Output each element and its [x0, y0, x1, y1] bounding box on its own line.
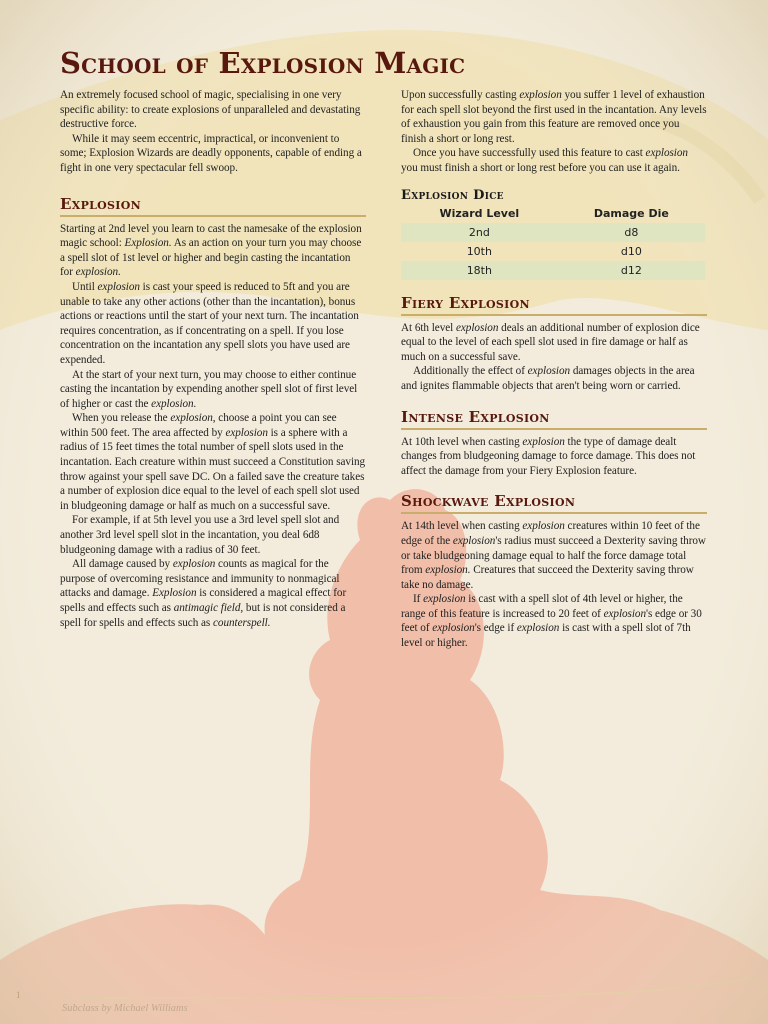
explosion-paragraph-5: For example, if at 5th level you use a 3rd level spell slot and another 3rd level spell slot in the incantation, you deal 6d8 bludgeoning damage with a radius of 30 feet.	[60, 514, 340, 556]
explosion-dice-title: Explosion Dice	[401, 187, 504, 203]
fiery-paragraph-1: At 6th level explosion deals an additional number of explosion dice equal to the level of each spell slot used in fire damage or half as much on a successful save.	[401, 321, 700, 363]
footer-credit: Subclass by Michael Williams	[62, 1003, 188, 1014]
table-header-row	[401, 205, 705, 223]
intense-paragraph: At 10th level when casting explosion the type of damage dealt changes from bludgeoning damage to force damage. This does not affect the damage from your Fiery Explosion feature.	[401, 435, 696, 477]
page-number: 1	[16, 990, 21, 1000]
table-cell: d12	[558, 261, 705, 280]
left-column	[60, 88, 366, 630]
fiery-paragraph-2: Additionally the effect of explosion damages objects in the area and ignites flammable objects that aren't being worn or carried.	[401, 365, 695, 392]
explosion-paragraph-6: All damage caused by explosion counts as magical for the purpose of overcoming resistance and immunity to nonmagical attacks and damage. Explosion is considered a magical effect for spells and effects such as antimagic field, but is not considered a spell for spells and effects such as counterspell.	[60, 558, 347, 629]
damage-die-header: Damage Die	[593, 206, 669, 220]
explosion-heading: Explosion	[60, 195, 366, 217]
table-cell: 2nd	[401, 223, 558, 242]
intro-paragraph-2: While it may seem eccentric, impractical, or inconvenient to some; Explosion Wizards are deadly opponents, capable of ending a fight in one very spectacular fell swoop.	[60, 132, 362, 174]
intro-paragraph: An extremely focused school of magic, specialising in one very specific ability: to create explosions of unparalleled and devastating destructive force.	[60, 89, 361, 131]
right-column	[401, 88, 707, 651]
table-cell: d8	[558, 223, 705, 242]
wizard-level-header: Wizard Level	[439, 206, 520, 220]
exhaustion-paragraph: Upon successfully casting explosion you suffer 1 level of exhaustion for each spell slot beyond the first used in the incantation. Any levels of exhaustion you gain from this feature are removed once you finish a short or long rest.	[401, 89, 707, 145]
table-row	[401, 223, 705, 242]
explosion-dice-table	[401, 205, 705, 280]
table-cell: 18th	[401, 261, 558, 280]
table-row	[401, 242, 705, 261]
intense-explosion-heading: Intense Explosion	[401, 408, 707, 430]
table-cell: d10	[620, 244, 642, 258]
shockwave-paragraph-1: At 14th level when casting explosion creatures within 10 feet of the edge of the explosion's radius must succeed a Dexterity saving throw or take bludgeoning damage equal to half the force damage total from explosion. Creatures that succeed the Dexterity saving throw take no damage.	[401, 520, 706, 591]
table-cell: 10th	[466, 244, 492, 258]
page-title: School of Explosion Magic	[60, 46, 466, 80]
explosion-paragraph-4: When you release the explosion, choose a point you can see within 500 feet. The area affected by explosion is a sphere with a radius of 15 feet times the total number of spell slots used in the incantation. Each creature within must succeed a Constitution saving throw against your spell save DC. On a failed save the creature takes a number of explosion dice equal to the level of each spell slot used in bludgeoning damage or half as much on a successful save.	[60, 412, 366, 512]
explosion-paragraph-2: Until explosion is cast your speed is reduced to 5ft and you are unable to take any other actions (other than the incantation), bonus actions or reactions until the start of your next turn. The incantation requires concentration, as if concentrating on a spell. If you lose concentration on the incantation any spell slots you have used are expended.	[60, 280, 359, 366]
explosion-paragraph-3: At the start of your next turn, you may choose to either continue casting the incantation by expending another spell slot of first level of higher or cast the explosion.	[60, 368, 358, 410]
shockwave-paragraph-2: If explosion is cast with a spell slot of 4th level or higher, the range of this feature is increased to 20 feet of explosion's edge or 30 feet of explosion's edge if explosion is cast with a spell slot of 7th level or higher.	[401, 593, 702, 650]
fiery-explosion-heading: Fiery Explosion	[401, 294, 707, 316]
table-row	[401, 261, 705, 280]
explosion-paragraph-1: Starting at 2nd level you learn to cast the namesake of the explosion magic school: Explosion. As an action on your turn you may choose a spell slot of 1st level or higher and begin casting the incantation for explosion.	[60, 222, 362, 279]
shockwave-explosion-heading: Shockwave Explosion	[401, 492, 707, 514]
rest-paragraph: Once you have successfully used this feature to cast explosion you must finish a short or long rest before you can use it again.	[401, 147, 688, 174]
